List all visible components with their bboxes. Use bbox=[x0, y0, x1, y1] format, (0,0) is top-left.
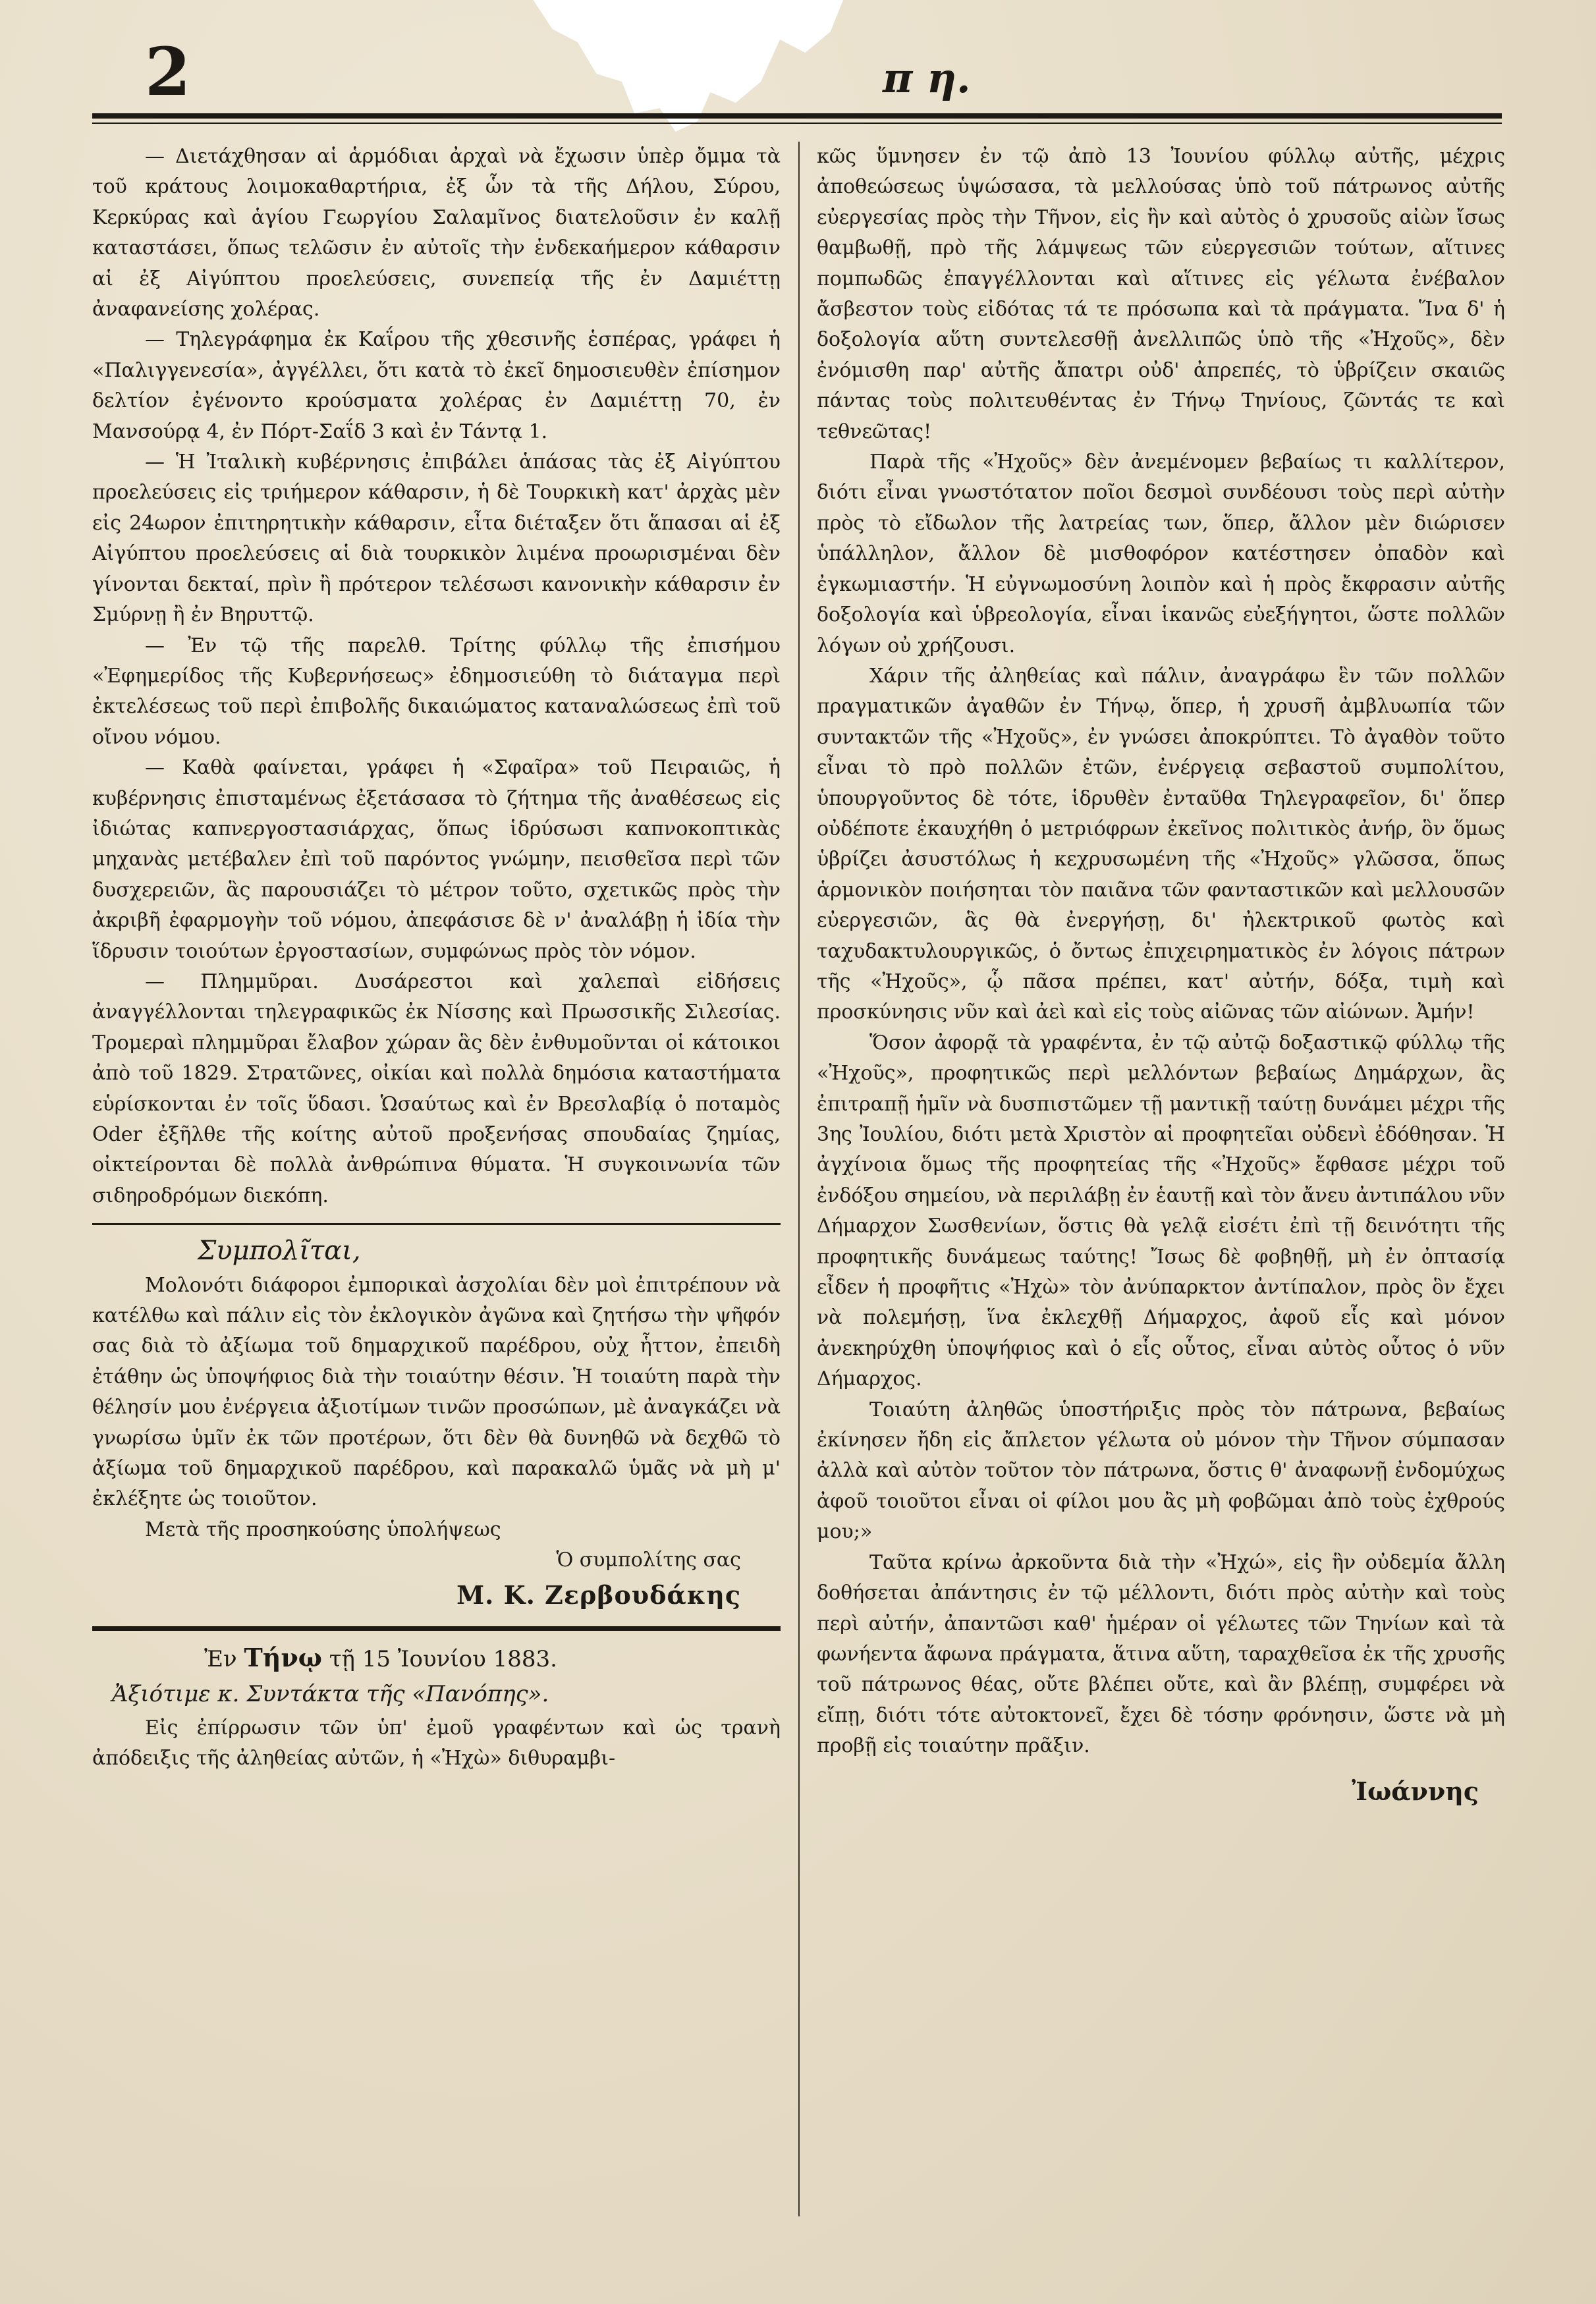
header-rule-thin bbox=[92, 123, 1502, 124]
masthead-fragment: π η. bbox=[883, 54, 971, 102]
letter-paragraph-4: Ὅσον ἀφορᾷ τὰ γραφέντα, ἐν τῷ αὐτῷ δοξαστικῷ φύλλῳ τῆς «Ἠχοῦς», προφητικῶς περὶ μελλόντων βεβαίως Δημάρχων, ἂς ἐπιτραπῇ ἡμῖν νὰ δυσπιστῶμεν τῇ μαντικῇ ταύτῃ δυνάμει μέχρι τῆς 3ης Ἰουλίου, διότι μετὰ Χριστὸν αἱ προφητεῖαι οὐδενὶ ἐδόθησαν. Ἡ ἀγχίνοια ὅμως τῆς προφητείας τῆς «Ἠχοῦς» ἔφθασε μέχρι τοῦ ἐνδόξου σημείου, νὰ περιλάβῃ ἐν ἑαυτῇ καὶ τὸν ἄνευ ἀντιπάλου νῦν Δήμαρχον Σωσθενίων, ὅστις θὰ γελᾷ εἰσέτι ἐπὶ τῇ δεινότητι τῆς προφητικῆς δυνάμεως ταύτης! Ἴσως δὲ φοβηθῇ, μὴ ἐν ὀπτασίᾳ εἶδεν ἡ προφῆτις «Ἠχὼ» τὸν ἀνύπαρκτον ἀντίπαλον, πρὸς ὃν ἔχει νὰ πολεμήσῃ, ἵνα ἐκλεχθῇ Δήμαρχος, ἀφοῦ εἷς καὶ μόνον ἀνεκηρύχθη ὑποψήφιος καὶ ὁ εἷς οὗτος, εἶναι αὐτὸς οὗτος ὁ νῦν Δήμαρχος. bbox=[817, 1031, 1505, 1391]
letter-heading: Συμπολῖται, bbox=[198, 1236, 361, 1267]
column-divider bbox=[798, 142, 800, 2216]
signature-label: Ὁ συμπολίτης σας bbox=[556, 1549, 741, 1572]
news-item-sphaira: — Καθὰ φαίνεται, γράφει ἡ «Σφαῖρα» τοῦ Πειραιῶς, ἡ κυβέρνησις ἐπισταμένως ἐξετάσασα τὸ ζήτημα τῆς ἀναθέσεως εἰς ἰδιώτας καπνεργοστασιάρχας, ὅπως ἱδρύσωσι καπνοκοπτικὰς μηχανὰς μετέβαλεν ἐπὶ τοῦ παρόντος γνώμην, πεισθεῖσα περὶ τῶν δυσχερειῶν, ἃς παρουσιάζει τὸ μέτρον τοῦτο, σχετικῶς πρὸς τὴν ἀκριβῆ ἐφαρμογὴν τοῦ νόμου, ἀπεφάσισε δὲ ν' ἀναλάβῃ ἡ ἰδία τὴν ἵδρυσιν τοιούτων ἐργοστασίων, συμφώνως πρὸς τὸν νόμον. bbox=[92, 756, 781, 963]
header-rule-thick bbox=[92, 113, 1502, 119]
letter-signature: Ἰωάννης bbox=[1352, 1776, 1479, 1806]
news-item-quarantine: — Διετάχθησαν αἱ ἁρμόδιαι ἀρχαὶ νὰ ἔχωσιν ὑπὲρ ὄμμα τὰ τοῦ κράτους λοιμοκαθαρτήρια, ἐξ ὧν τὰ τῆς Δήλου, Σύρου, Κερκύρας καὶ ἁγίου Γεωργίου Σαλαμῖνος διατελοῦσιν ἐν καλῇ καταστάσει, ὅπως τελῶσιν ἐν αὐτοῖς τὴν ἑνδεκαήμερον κάθαρσιν αἱ ἐξ Αἰγύπτου προελεύσεις, συνεπείᾳ τῆς ἐν Δαμιέττῃ ἀναφανείσης χολέρας. bbox=[92, 145, 781, 321]
letter-continuation: κῶς ὕμνησεν ἐν τῷ ἀπὸ 13 Ἰουνίου φύλλῳ αὐτῆς, μέχρις ἀποθεώσεως ὑψώσασα, τὰ μελλούσας ὑπὸ τοῦ πάτρωνος αὐτῆς εὐεργεσίας πρὸς τὴν Τῆνον, εἰς ἣν καὶ αὐτὸς ὁ χρυσοῦς αἰὼν ἴσως θαμβωθῇ, πρὸ τῆς λάμψεως τῶν εὐεργεσιῶν τούτων, αἵτινες πομπωδῶς ἐπαγγέλλονται καὶ αἵτινες εἰς γέλωτα ἐνέβαλον ἄσβεστον τοὺς εἰδότας τά τε πρόσωπα καὶ τὰ πράγματα. Ἵνα δ' ἡ δοξολογία αὕτη συντελεσθῇ ἀνελλιπῶς ὑπὸ τῆς «Ἠχοῦς», δὲν ἐνόμισθη παρ' αὐτῆς ἄπατρι οὐδ' ἀπρεπές, τὸ ὑβρίζειν σκαιῶς πάντας τοὺς πολιτευθέντας ἐν Τήνῳ Τηνίους, ζῶντάς τε καὶ τεθνεῶτας! bbox=[817, 145, 1505, 443]
news-item-floods: — Πλημμῦραι. Δυσάρεστοι καὶ χαλεπαὶ εἰδήσεις ἀναγγέλλονται τηλεγραφικῶς ἐκ Νίσσης καὶ Πρωσσικῆς Σιλεσίας. Τρομεραὶ πλημμῦραι ἔλαβον χώραν ἃς δὲν ἐνθυμοῦνται οἱ κάτοικοι ἀπὸ τοῦ 1829. Στρατῶνες, οἰκίαι καὶ πολλὰ δημόσια καταστήματα εὑρίσκονται ἐν τοῖς ὕδασι. Ὡσαύτως καὶ ἐν Βρεσλαβίᾳ ὁ ποταμὸς Oder ἐξῆλθε τῆς κοίτης αὐτοῦ προξενήσας σπουδαίας ζημίας, οἰκτείρονται δὲ πολλὰ ἀνθρώπινα θύματα. Ἡ συγκοινωνία τῶν σιδηροδρόμων διεκόπη. bbox=[92, 970, 781, 1207]
news-item-cairo-telegram: — Τηλεγράφημα ἐκ Καΐρου τῆς χθεσινῆς ἑσπέρας, γράφει ἡ «Παλιγγενεσία», ἀγγέλλει, ὅτι κατὰ τὸ ἐκεῖ δημοσιευθὲν ἐπίσημον δελτίον ἐγένοντο κρούσματα χολέρας ἐν Δαμιέττῃ 70, ἐν Μανσούρᾳ 4, ἐν Πόρτ-Σαΐδ 3 καὶ ἐν Τάντᾳ 1. bbox=[92, 328, 781, 443]
letter-paragraph-6: Ταῦτα κρίνω ἀρκοῦντα διὰ τὴν «Ἠχώ», εἰς ἣν οὐδεμία ἄλλη δοθήσεται ἀπάντησις ἐν τῷ μέλλοντι, διότι πρὸς αὐτὴν καὶ τοὺς περὶ αὐτήν, ἀπαντῶσι καθ' ἡμέραν οἱ γέλωτες τῶν Τηνίων καὶ τὰ φωνήεντα ἄφωνα πράγματα, ἅτινα αὕτη, ταραχθεῖσα ἐκ τῆς χρυσῆς τοῦ πάτρωνος θέας, οὔτε βλέπει οὔτε, καὶ ἂν βλέπῃ, συμφέρει νὰ εἴπῃ, διότι τότε αὐτοκτονεῖ, ἔχει δὲ τόσην φρόνησιν, ὥστε νὰ μὴ προβῇ εἰς τοιαύτην πρᾶξιν. bbox=[817, 1550, 1505, 1758]
news-item-italian-government: — Ἡ Ἰταλικὴ κυβέρνησις ἐπιβάλει ἁπάσας τὰς ἐξ Αἰγύπτου προελεύσεις εἰς τριήμερον κάθαρσιν, ἡ δὲ Τουρκικὴ κατ' ἀρχὰς μὲν εἰς 24ωρον ἐπιτηρητικὴν κάθαρσιν, εἶτα διέταξεν ὅτι ἅπασαι αἱ ἐξ Αἰγύπτου προελεύσεις αἱ διὰ τουρκικὸν λιμένα προωρισμέναι δὲν γίνονται δεκταί, πρὶν ἢ πρότερον τελέσωσι κανονικὴν κάθαρσιν ἐν Σμύρνῃ ἢ ἐν Βηρυττῷ. bbox=[92, 451, 781, 627]
left-column bbox=[92, 142, 781, 1774]
letter-closing: Μετὰ τῆς προσηκούσης ὑπολήψεως bbox=[145, 1518, 501, 1541]
signature-name: Μ. Κ. Ζερβουδάκης bbox=[456, 1579, 741, 1610]
section-divider bbox=[92, 1223, 781, 1225]
letter-salutation: Ἀξιότιμε κ. Συντάκτα τῆς «Πανόπης». bbox=[112, 1680, 549, 1707]
dateline-prefix: Ἐν bbox=[204, 1646, 237, 1673]
section-divider-thick bbox=[92, 1626, 781, 1631]
dateline-date: τῇ 15 Ἰουνίου 1883. bbox=[329, 1646, 557, 1673]
letter-body: Μολονότι διάφοροι ἐμπορικαὶ ἀσχολίαι δὲν μοὶ ἐπιτρέπουν νὰ κατέλθω καὶ πάλιν εἰς τὸν ἐκλογικὸν ἀγῶνα καὶ ζητήσω τὴν ψῆφόν σας διὰ τὸ ἀξίωμα τοῦ δημαρχικοῦ παρέδρου, οὐχ ἧττον, ἐπειδὴ ἐτάθην ὡς ὑποψήφιος διὰ τὴν τοιαύτην θέσιν. Ἡ τοιαύτη παρὰ τὴν θέλησίν μου ἐνέργεια ἀξιοτίμων τινῶν προσώπων, μὲ ἀναγκάζει νὰ γνωρίσω ὑμῖν ἐκ τῶν προτέρων, ὅτι δὲν θὰ δυνηθῶ νὰ δεχθῶ τὸ ἀξίωμα τοῦ δημαρχικοῦ παρέδρου, καὶ παρακαλῶ ὑμᾶς νὰ μὴ μ' ἐκλέξητε ὡς τοιοῦτον. bbox=[92, 1273, 781, 1511]
news-item-official-gazette: — Ἐν τῷ τῆς παρελθ. Τρίτης φύλλῳ τῆς ἐπισήμου «Ἐφημερίδος τῆς Κυβερνήσεως» ἐδημοσιεύθη τὸ διάταγμα περὶ ἐκτελέσεως τοῦ περὶ ἐπιβολῆς δικαιώματος καταναλώσεως ἐπὶ τοῦ οἴνου νόμου. bbox=[92, 634, 781, 749]
letter-body-start: Εἰς ἐπίρρωσιν τῶν ὑπ' ἐμοῦ γραφέντων καὶ ὡς τρανὴ ἀπόδειξις τῆς ἀληθείας αὐτῶν, ἡ «Ἠχὼ» διθυραμβι- bbox=[92, 1716, 781, 1770]
page-number: 2 bbox=[145, 33, 191, 111]
dateline-place: Τήνῳ bbox=[244, 1643, 322, 1673]
letter-paragraph-3: Χάριν τῆς ἀληθείας καὶ πάλιν, ἀναγράφω ἓν τῶν πολλῶν πραγματικῶν ἀγαθῶν ἐν Τήνῳ, ὅπερ, ἡ χρυσῆ ἀμβλυωπία τῶν συντακτῶν τῆς «Ἠχοῦς», ἐν γνώσει ἀποκρύπτει. Τὸ ἀγαθὸν τοῦτο εἶναι τὸ πρὸ πολλῶν ἐτῶν, ἐνέργειᾳ σεβαστοῦ συμπολίτου, ὑπουργοῦντος δὲ τότε, ἱδρυθὲν ἐνταῦθα Τηλεγραφεῖον, δι' ὅπερ οὐδέποτε ἐκαυχήθη ὁ μετριόφρων ἐκεῖνος πολιτικὸς ἀνήρ, ὃν ὅμως ὑβρίζει ἀσυστόλως ἡ κεχρυσωμένη τῆς «Ἠχοῦς» γλῶσσα, ὅπως ἁρμονικὸν ποιήσηται τὸν παιᾶνα τῶν φανταστικῶν καὶ μελλουσῶν εὐεργεσιῶν, ἃς θὰ ἐνεργήσῃ, δι' ἠλεκτρικοῦ φωτὸς καὶ ταχυδακτυλουργικῶς, ὁ ὄντως ἐπιχειρηματικὸς ἐν λόγοις πάτρων τῆς «Ἠχοῦς», ᾧ πᾶσα πρέπει, κατ' αὐτήν, δόξα, τιμὴ καὶ προσκύνησις νῦν καὶ ἀεὶ καὶ εἰς τοὺς αἰῶνας τῶν αἰώνων. Ἀμήν! bbox=[817, 664, 1505, 1024]
letter-paragraph-2: Παρὰ τῆς «Ἠχοῦς» δὲν ἀνεμένομεν βεβαίως τι καλλίτερον, διότι εἶναι γνωστότατον ποῖοι δεσμοὶ συνδέουσι τοὺς περὶ αὐτὴν πρὸς τὸ εἴδωλον τῆς λατρείας των, ὅπερ, ἄλλον μὲν διώρισεν ὑπάλληλον, ἄλλον δὲ μισθοφόρον κατέστησεν ὀπαδὸν καὶ ἐγκωμιαστήν. Ἡ εὐγνωμοσύνη λοιπὸν καὶ ἡ πρὸς ἔκφρασιν αὐτῆς δοξολογία καὶ ὑβρεολογία, εἶναι ἱκανῶς εὐεξήγητοι, ὥστε πολλῶν λόγων οὐ χρήζουσι. bbox=[817, 451, 1505, 657]
dateline bbox=[204, 1643, 781, 1674]
letter-paragraph-5: Τοιαύτη ἀληθῶς ὑποστήριξις πρὸς τὸν πάτρωνα, βεβαίως ἐκίνησεν ἤδη εἰς ἄπλετον γέλωτα οὐ μόνον τὴν Τῆνον σύμπασαν ἀλλὰ καὶ αὐτὸν τοῦτον τὸν πάτρωνα, ὅστις θ' ἀναφωνῇ ἐνδομύχως ἀφοῦ τοιοῦτοι εἶναι οἱ φίλοι μου ἂς μὴ φοβῶμαι ἀπὸ τοὺς ἐχθρούς μου;» bbox=[817, 1398, 1505, 1544]
right-column bbox=[817, 142, 1505, 1807]
